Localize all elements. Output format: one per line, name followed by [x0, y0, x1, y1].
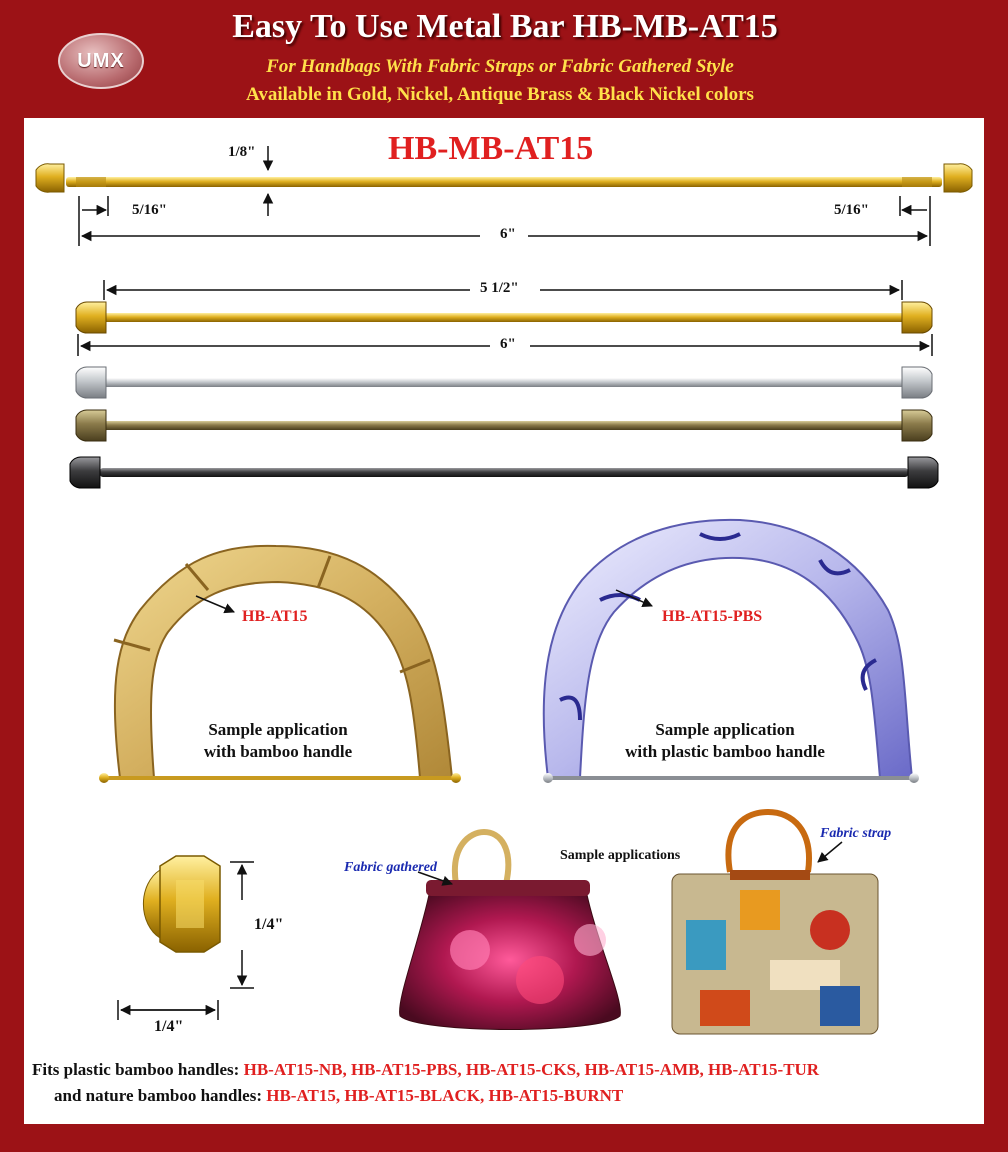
dim-nut-height: 1/4"	[250, 916, 287, 934]
footer-nature-models: HB-AT15, HB-AT15-BLACK, HB-AT15-BURNT	[266, 1086, 624, 1105]
footer-plastic-prefix: Fits plastic bamboo handles:	[32, 1060, 240, 1079]
applications-heading: Sample applications	[560, 848, 681, 863]
bar-black-nickel	[70, 457, 938, 488]
dim-overall-length: 6"	[496, 336, 520, 353]
bamboo-caption-line-1: Sample application	[208, 720, 348, 739]
plastic-handle-model: HB-AT15-PBS	[662, 608, 763, 625]
dim-nut-width: 1/4"	[150, 1018, 187, 1036]
bar-nickel	[76, 367, 932, 398]
top-gold-bar	[36, 164, 972, 192]
fabric-gathered-label: Fabric gathered	[344, 860, 437, 875]
dim-inner-length: 5 1/2"	[476, 280, 523, 297]
fabric-strap-label: Fabric strap	[820, 826, 892, 841]
plastic-caption-line-2: with plastic bamboo handle	[625, 742, 825, 761]
product-code-heading: HB-MB-AT15	[388, 130, 594, 167]
cap-nut-closeup	[143, 856, 220, 952]
page-title: Easy To Use Metal Bar HB-MB-AT15	[232, 8, 778, 45]
footer-plastic-compat	[32, 1060, 819, 1080]
bamboo-caption-line-2: with bamboo handle	[203, 742, 353, 761]
subtitle-colors: Available in Gold, Nickel, Antique Brass & Black Nickel colors	[246, 84, 754, 105]
plastic-caption-line-1: Sample application	[655, 720, 795, 739]
dim-thread-right: 5/16"	[830, 202, 873, 219]
logo-text: UMX	[77, 49, 125, 72]
bar-gold	[76, 302, 932, 333]
footer-nature-prefix: and nature bamboo handles:	[54, 1086, 262, 1105]
dim-thread-left: 5/16"	[128, 202, 171, 219]
dim-rod-diameter: 1/8"	[224, 144, 260, 161]
bar-antique-brass	[76, 410, 932, 441]
bamboo-handle-model: HB-AT15	[242, 608, 308, 625]
subtitle-usage: For Handbags With Fabric Straps or Fabric Gathered Style	[266, 56, 734, 77]
footer-nature-compat	[54, 1086, 623, 1106]
dim-overall-length-top: 6"	[496, 226, 520, 243]
footer-plastic-models: HB-AT15-NB, HB-AT15-PBS, HB-AT15-CKS, HB-AT15-AMB, HB-AT15-TUR	[243, 1060, 820, 1079]
tote-bag-photo	[672, 812, 878, 1034]
